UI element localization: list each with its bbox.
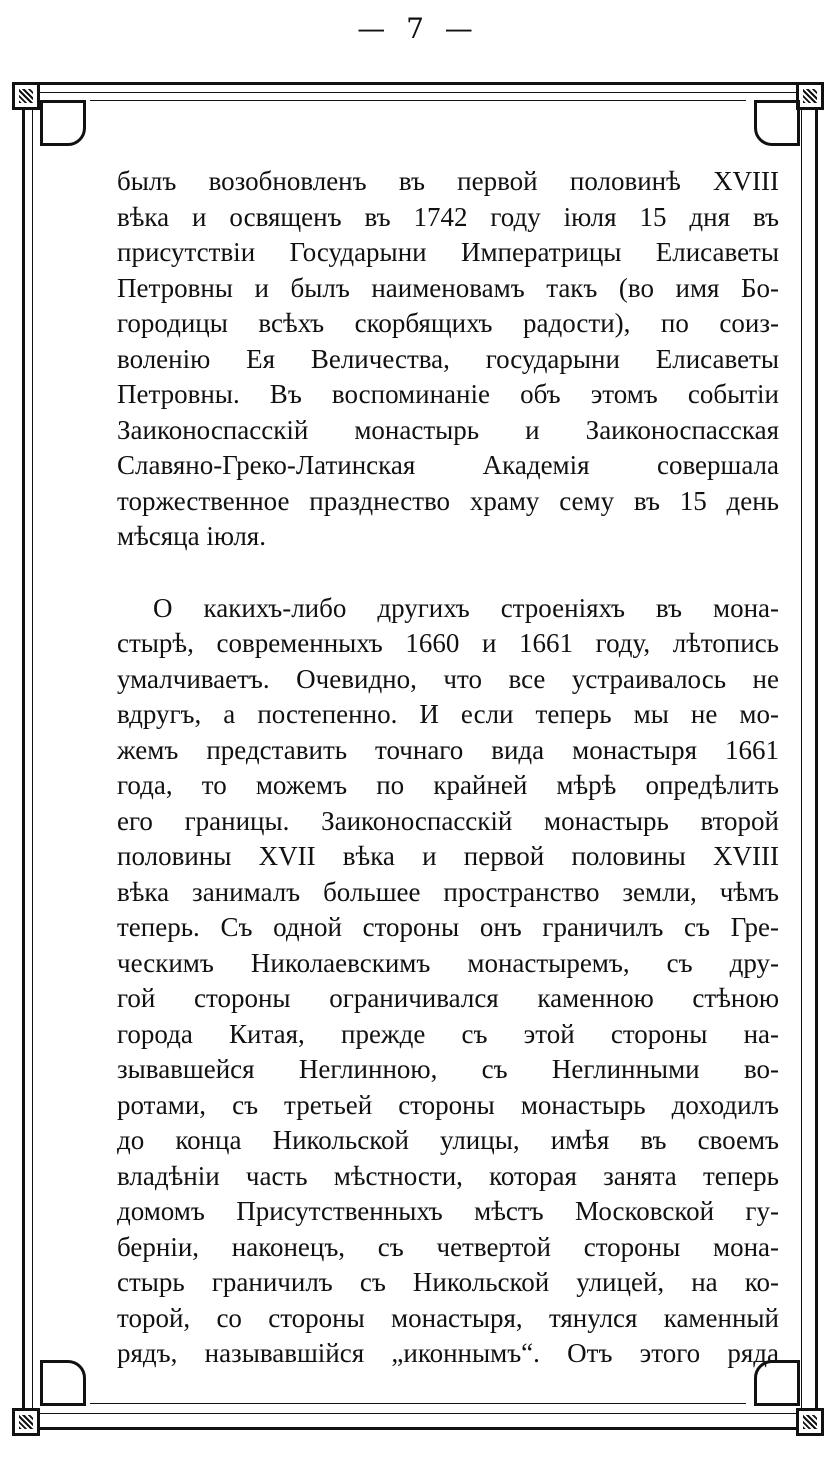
corner-ornament-icon: [796, 82, 824, 110]
paragraph-1: [117, 164, 779, 555]
text-line: его границы. Заиконоспасскій монастырь второй: [117, 805, 779, 836]
text-line: О какихъ-либо другихъ строеніяхъ въ мона-: [153, 592, 779, 623]
knot-ornament-icon: [40, 1360, 86, 1406]
knot-ornament-icon: [754, 100, 800, 146]
text-line: вдругъ, а постепенно. И если теперь мы не мо-: [117, 699, 779, 729]
text-line: до конца Никольской улицы, имѣя въ своемъ: [117, 1125, 779, 1155]
corner-ornament-icon: [12, 1408, 40, 1436]
text-line: домомъ Присутственныхъ мѣстъ Московской гу-: [117, 1196, 779, 1226]
text-line: владѣніи часть мѣстности, которая занята теперь: [117, 1160, 779, 1191]
text-line: умалчиваетъ. Очевидно, что все устраивалось не: [117, 663, 779, 694]
text-line: мѣсяца іюля.: [117, 521, 266, 551]
text-line: половины XVII вѣка и первой половины XVIII: [117, 841, 779, 871]
knot-ornament-icon: [40, 100, 86, 146]
text-line: воленію Ея Величества, государыни Елисаветы: [117, 343, 779, 374]
text-line: гой стороны ограничивался каменною стѣною: [117, 983, 779, 1013]
text-line: рядъ, называвшійся „иконнымъ“. Отъ этого ряда: [117, 1338, 779, 1368]
text-line: стырь граничилъ съ Никольской улицей, на ко-: [117, 1267, 779, 1297]
text-line: года, то можемъ по крайней мѣрѣ опредѣлить: [117, 770, 779, 800]
text-line: берніи, наконецъ, съ четвертой стороны мона-: [117, 1231, 779, 1262]
text-line: жемъ представить точнаго вида монастыря 1661: [117, 734, 779, 765]
text-line: ческимъ Николаевскимъ монастыремъ, съ дру-: [117, 947, 779, 978]
text-line: городицы всѣхъ скорбящихъ радости), по соиз-: [117, 308, 779, 338]
page-number: — 7 —: [357, 12, 479, 45]
corner-ornament-icon: [12, 82, 40, 110]
border-rule-top: [90, 100, 746, 101]
paragraph-2: [117, 591, 779, 1372]
text-line: стырѣ, современныхъ 1660 и 1661 году, лѣтопись: [117, 628, 779, 658]
page-body: [117, 164, 779, 1372]
text-line: вѣка и освященъ въ 1742 году іюля 15 дня въ: [117, 201, 779, 232]
text-line: города Китая, прежде съ этой стороны на-: [117, 1018, 779, 1049]
text-line: Заиконоспасскій монастырь и Заиконоспасская: [117, 414, 779, 445]
text-line: присутствіи Государыни Императрицы Елисаветы: [117, 237, 779, 267]
text-line: торой, со стороны монастыря, тянулся каменный: [117, 1302, 779, 1333]
text-line: былъ возобновленъ въ первой половинѣ XVIII: [117, 166, 779, 196]
text-line: Петровны и былъ наименовамъ такъ (во имя Бо-: [117, 272, 779, 303]
text-line: Петровны. Въ воспоминаніе объ этомъ событіи: [117, 379, 779, 409]
text-line: Славяно-Греко-Латинская Академія совершала: [117, 450, 779, 480]
text-line: торжественное празднество храму сему въ 15 день: [117, 485, 779, 516]
text-line: зывавшейся Неглинною, съ Неглинными во-: [117, 1054, 779, 1084]
text-line: теперь. Съ одной стороны онъ граничилъ съ Гре-: [117, 912, 779, 942]
text-line: ротами, съ третьей стороны монастырь доходилъ: [117, 1089, 779, 1120]
text-line: вѣка занималъ большее пространство земли, чѣмъ: [117, 876, 779, 907]
corner-ornament-icon: [796, 1408, 824, 1436]
border-rule-bottom: [90, 1403, 746, 1404]
